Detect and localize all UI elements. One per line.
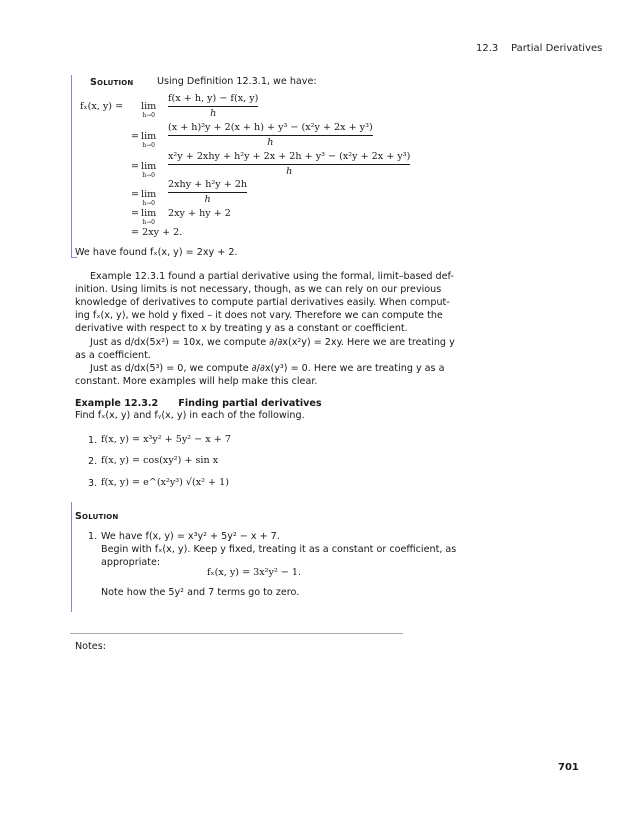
- derivation-lhs: fₓ(x, y) =: [80, 101, 124, 112]
- fraction-4: 2xhy + h²y + 2h h: [168, 179, 248, 205]
- para-line: Just as d/dx(5x²) = 10x, we compute ∂/∂x(x²y) = 2xy. Here we are treating y: [90, 337, 455, 348]
- example-number: Example 12.3.2: [75, 398, 159, 409]
- solution-note: Note how the 5y² and 7 terms go to zero.: [101, 587, 300, 598]
- limit-1: lim h→0: [141, 101, 157, 119]
- equals-2: =: [131, 131, 140, 142]
- equals-3: =: [131, 161, 140, 172]
- example-prompt: Find fₓ(x, y) and fᵧ(x, y) in each of the following.: [75, 410, 305, 421]
- section-title: Partial Derivatives: [510, 43, 603, 54]
- solution-margin-bar: [71, 75, 72, 257]
- solution-line: appropriate:: [101, 557, 161, 568]
- solution-conclusion: We have found fₓ(x, y) = 2xy + 2.: [75, 247, 238, 258]
- solution-label: Solution: [90, 77, 134, 88]
- item-expression: f(x, y) = e^(x²y³) √(x² + 1): [101, 477, 229, 488]
- equals-4: =: [131, 189, 140, 200]
- solution-label: Solution: [75, 511, 119, 522]
- item-number: 1.: [88, 435, 98, 446]
- limit-4: lim h→0: [141, 189, 157, 207]
- para-line: Example 12.3.1 found a partial derivative using the formal, limit–based def-: [90, 271, 454, 282]
- fraction-3: x²y + 2xhy + h²y + 2x + 2h + y³ − (x²y + 2x + y³) h: [168, 151, 411, 177]
- result-row: = 2xy + 2.: [131, 227, 183, 238]
- solution-line: We have f(x, y) = x³y² + 5y² − x + 7.: [101, 531, 280, 542]
- equals-5: =: [131, 208, 140, 219]
- solution-item-number: 1.: [88, 531, 98, 542]
- example-title: Finding partial derivatives: [178, 398, 322, 409]
- section-number: 12.3: [476, 43, 499, 54]
- display-equation: fₓ(x, y) = 3x²y² − 1.: [207, 567, 302, 578]
- para-line: Just as d/dx(5³) = 0, we compute ∂/∂x(y³) = 0. Here we are treating y as a: [90, 363, 445, 374]
- notes-label: Notes:: [75, 641, 106, 652]
- item-expression: f(x, y) = cos(xy²) + sin x: [101, 455, 219, 466]
- para-line: derivative with respect to x by treating y as a constant or coefficient.: [75, 323, 408, 334]
- solution-margin-bar: [71, 502, 72, 612]
- para-line: ing fₓ(x, y), we hold y fixed – it does not vary. Therefore we can compute the: [75, 310, 443, 321]
- item-expression: f(x, y) = x³y² + 5y² − x + 7: [101, 434, 231, 445]
- page-number: 701: [558, 762, 579, 773]
- fraction-1: f(x + h, y) − f(x, y) h: [168, 93, 259, 119]
- solution-line: Begin with fₓ(x, y). Keep y fixed, treating it as a constant or coefficient, as: [101, 544, 457, 555]
- solution-intro: Using Definition 12.3.1, we have:: [157, 76, 317, 87]
- limit-2: lim h→0: [141, 131, 157, 149]
- item-number: 3.: [88, 478, 98, 489]
- limit-5: lim h→0: [141, 208, 157, 226]
- limit-expression-5: 2xy + hy + 2: [168, 208, 231, 219]
- running-header: [476, 43, 602, 54]
- notes-separator: [70, 633, 403, 634]
- limit-3: lim h→0: [141, 161, 157, 179]
- fraction-2: (x + h)²y + 2(x + h) + y³ − (x²y + 2x + y³) h: [168, 122, 373, 148]
- item-number: 2.: [88, 456, 98, 467]
- para-line: knowledge of derivatives to compute partial derivatives easily. When comput-: [75, 297, 450, 308]
- para-line: inition. Using limits is not necessary, though, as we can rely on our previous: [75, 284, 442, 295]
- para-line: constant. More examples will help make this clear.: [75, 376, 318, 387]
- para-line: as a coefficient.: [75, 350, 151, 361]
